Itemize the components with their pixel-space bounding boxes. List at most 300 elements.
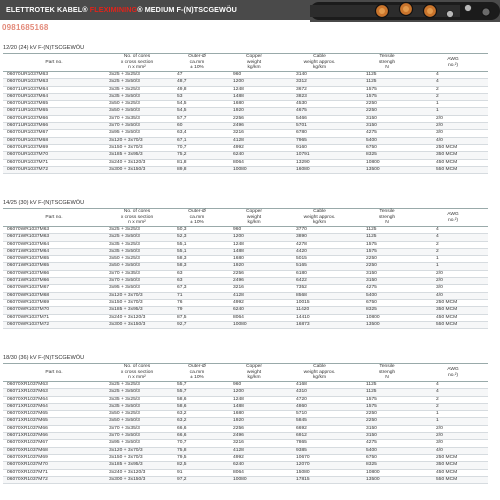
cell-part-no: 06071WR1037M66 (3, 278, 105, 285)
cell-part-no: 06070WR1037M67 (3, 285, 105, 292)
cell-cable-weight: 9385 (283, 447, 356, 454)
cell-cores-cross-section: 3x50 + 3x50/3 (105, 263, 169, 270)
table-row (3, 123, 488, 130)
cell-outer-diameter: 67,3 (169, 285, 225, 292)
cell-outer-diameter: 55,1 (169, 241, 225, 248)
cell-cable-weight: 10015 (283, 299, 356, 306)
cell-cores-cross-section: 3x185 + 3x95/3 (105, 152, 169, 159)
spec-table (3, 208, 488, 329)
cell-outer-diameter: 48,7 (169, 79, 225, 86)
cell-awg-no: 2 (418, 241, 488, 248)
cell-cable-weight: 6780 (283, 130, 356, 137)
table-row (3, 72, 488, 79)
cell-tensile-strength: 6750 (356, 144, 418, 151)
cell-outer-diameter: 63,4 (169, 130, 225, 137)
table-row (3, 241, 488, 248)
cell-tensile-strength: 1575 (356, 248, 418, 255)
cell-awg-no: 2 (418, 248, 488, 255)
cell-cores-cross-section: 3x240 + 3x120/3 (105, 159, 169, 166)
cell-cores-cross-section: 3x95 + 3x50/3 (105, 130, 169, 137)
cell-cores-cross-section: 3x185 + 3x95/3 (105, 307, 169, 314)
cell-cores-cross-section: 3x25 + 3x25/3 (105, 227, 169, 234)
table-row (3, 396, 488, 403)
cell-tensile-strength: 3150 (356, 425, 418, 432)
cell-cable-weight: 6912 (283, 433, 356, 440)
cell-copper-weight: 2256 (225, 425, 283, 432)
cell-part-no: 06070WR1037M68 (3, 292, 105, 299)
cell-tensile-strength: 1125 (356, 79, 418, 86)
table-row (3, 234, 488, 241)
header-cable-weight: Cable weight approx. kg/km (283, 364, 356, 382)
cell-cores-cross-section: 3x70 + 3x50/3 (105, 433, 169, 440)
table-row (3, 256, 488, 263)
cell-part-no: 06071WR1037M63 (3, 234, 105, 241)
cell-outer-diameter: 58,6 (169, 403, 225, 410)
cell-tensile-strength: 3150 (356, 270, 418, 277)
cell-cable-weight: 7352 (283, 285, 356, 292)
cell-tensile-strength: 1575 (356, 86, 418, 93)
cell-outer-diameter: 58,3 (169, 263, 225, 270)
cell-awg-no: 1 (418, 108, 488, 115)
cell-cable-weight: 5466 (283, 115, 356, 122)
cell-awg-no: 2 (418, 86, 488, 93)
cell-outer-diameter: 67,1 (169, 137, 225, 144)
cell-tensile-strength: 10800 (356, 159, 418, 166)
header-awg-no: AWG no.²) (418, 54, 488, 72)
cell-part-no: 06071XR1037M64 (3, 403, 105, 410)
cable-cross-section-image (310, 0, 500, 22)
cell-tensile-strength: 1575 (356, 93, 418, 100)
cell-cable-weight: 4278 (283, 241, 356, 248)
cell-part-no: 06070UR1037M65 (3, 101, 105, 108)
cell-outer-diameter: 52,3 (169, 234, 225, 241)
cell-copper-weight: 2496 (225, 123, 283, 130)
cell-cable-weight: 5710 (283, 411, 356, 418)
cell-part-no: 06070UR1037M72 (3, 166, 105, 173)
cell-awg-no: 2/0 (418, 425, 488, 432)
cell-part-no: 06070XR1037M68 (3, 447, 105, 454)
cell-part-no: 06071UR1037M65 (3, 108, 105, 115)
cell-cores-cross-section: 3x150 + 3x70/3 (105, 299, 169, 306)
cell-part-no: 06070WR1037M69 (3, 299, 105, 306)
product-title (6, 5, 237, 14)
cell-awg-no: 550 MCM (418, 321, 488, 328)
header-part-no: Part no. (3, 209, 105, 227)
cell-part-no: 06070XR1037M63 (3, 382, 105, 389)
cell-cable-weight: 8568 (283, 292, 356, 299)
cell-cable-weight: 6422 (283, 278, 356, 285)
header-cores-cross-section: No. of cores x cross section n x mm² (105, 54, 169, 72)
cell-cores-cross-section: 3x120 + 3x70/3 (105, 292, 169, 299)
table-row (3, 270, 488, 277)
cell-cores-cross-section: 3x25 + 3x50/3 (105, 389, 169, 396)
cell-cores-cross-section: 3x240 + 3x120/3 (105, 314, 169, 321)
cell-outer-diameter: 58,3 (169, 256, 225, 263)
cell-awg-no: 2/0 (418, 123, 488, 130)
table-header-row (3, 54, 488, 72)
cell-part-no: 06070XR1037M70 (3, 462, 105, 469)
table-row (3, 389, 488, 396)
cell-outer-diameter: 54,5 (169, 108, 225, 115)
cell-cable-weight: 17815 (283, 476, 356, 483)
cell-cores-cross-section: 3x120 + 3x70/3 (105, 447, 169, 454)
cell-cores-cross-section: 3x35 + 3x25/3 (105, 241, 169, 248)
cell-part-no: 06070WR1037M71 (3, 314, 105, 321)
cell-cable-weight: 5165 (283, 263, 356, 270)
cell-awg-no: 450 MCM (418, 159, 488, 166)
cell-awg-no: 2 (418, 93, 488, 100)
cell-copper-weight: 6240 (225, 307, 283, 314)
header-cores-cross-section: No. of cores x cross section n x mm² (105, 209, 169, 227)
cell-tensile-strength: 4275 (356, 285, 418, 292)
cell-awg-no: 350 MCM (418, 307, 488, 314)
cell-outer-diameter: 63 (169, 270, 225, 277)
table-row (3, 314, 488, 321)
cell-part-no: 06070WR1037M70 (3, 307, 105, 314)
cell-copper-weight: 2256 (225, 115, 283, 122)
cell-part-no: 06071UR1037M66 (3, 123, 105, 130)
cell-part-no: 06070UR1037M67 (3, 130, 105, 137)
cell-copper-weight: 1488 (225, 403, 283, 410)
cell-outer-diameter: 49,8 (169, 86, 225, 93)
cell-copper-weight: 10080 (225, 166, 283, 173)
cell-outer-diameter: 92,7 (169, 321, 225, 328)
cell-part-no: 06070XR1037M65 (3, 411, 105, 418)
cell-part-no: 06071WR1037M65 (3, 263, 105, 270)
cell-awg-no: 1 (418, 101, 488, 108)
table-row (3, 299, 488, 306)
cell-cable-weight: 12070 (283, 462, 356, 469)
cell-part-no: 06071XR1037M66 (3, 433, 105, 440)
cell-copper-weight: 1248 (225, 86, 283, 93)
table-row (3, 227, 488, 234)
cell-awg-no: 4/0 (418, 292, 488, 299)
table-row (3, 278, 488, 285)
cell-awg-no: 1 (418, 256, 488, 263)
cell-outer-diameter: 91 (169, 469, 225, 476)
cell-outer-diameter: 58,6 (169, 396, 225, 403)
cell-cable-weight: 7865 (283, 440, 356, 447)
cell-cores-cross-section: 3x150 + 3x70/3 (105, 144, 169, 151)
cell-part-no: 06070XR1037M66 (3, 425, 105, 432)
cell-awg-no: 2 (418, 403, 488, 410)
table-row (3, 248, 488, 255)
cell-tensile-strength: 1125 (356, 72, 418, 79)
table-row (3, 403, 488, 410)
section-title: 12/20 (24) kV F-(N)TSCGEWÖU (3, 45, 85, 51)
header-tensile-strength: Tensile strengh N (356, 54, 418, 72)
cell-part-no: 06070XR1037M64 (3, 396, 105, 403)
cell-cable-weight: 4530 (283, 101, 356, 108)
cell-part-no: 06070UR1037M69 (3, 144, 105, 151)
cell-copper-weight: 8064 (225, 469, 283, 476)
cell-cable-weight: 5701 (283, 123, 356, 130)
cell-copper-weight: 960 (225, 382, 283, 389)
product-name: FLEXIMINING (87, 5, 138, 14)
cell-cable-weight: 14410 (283, 314, 356, 321)
cell-part-no: 06070XR1037M67 (3, 440, 105, 447)
cell-copper-weight: 4128 (225, 137, 283, 144)
cell-cores-cross-section: 3x25 + 3x50/3 (105, 79, 169, 86)
cell-cable-weight: 3890 (283, 234, 356, 241)
cell-copper-weight: 8064 (225, 314, 283, 321)
header-tensile-strength: Tensile strengh N (356, 364, 418, 382)
cell-tensile-strength: 1575 (356, 403, 418, 410)
cell-tensile-strength: 13500 (356, 166, 418, 173)
table-row (3, 321, 488, 328)
cell-cable-weight: 4168 (283, 382, 356, 389)
cell-outer-diameter: 66,6 (169, 433, 225, 440)
cell-copper-weight: 3216 (225, 285, 283, 292)
cell-copper-weight: 1680 (225, 101, 283, 108)
table-row (3, 476, 488, 483)
cell-tensile-strength: 6750 (356, 299, 418, 306)
header-copper-weight: Copper weight kg/km (225, 364, 283, 382)
cell-tensile-strength: 1125 (356, 389, 418, 396)
product-type: ® MEDIUM F-(N)TSCGEWÖU (137, 5, 237, 14)
cell-awg-no: 350 MCM (418, 462, 488, 469)
cell-copper-weight: 1920 (225, 263, 283, 270)
cell-cores-cross-section: 3x35 + 3x50/3 (105, 403, 169, 410)
cell-copper-weight: 4992 (225, 144, 283, 151)
header-cable-weight: Cable weight approx. kg/km (283, 209, 356, 227)
cell-awg-no: 550 MCM (418, 476, 488, 483)
cell-outer-diameter: 55,7 (169, 382, 225, 389)
cell-awg-no: 550 MCM (418, 166, 488, 173)
cell-awg-no: 450 MCM (418, 314, 488, 321)
cell-part-no: 06070UR1037M71 (3, 159, 105, 166)
spec-table (3, 363, 488, 484)
cell-part-no: 06070UR1037M63 (3, 72, 105, 79)
cell-copper-weight: 1200 (225, 234, 283, 241)
cell-cable-weight: 5015 (283, 256, 356, 263)
cell-tensile-strength: 1575 (356, 241, 418, 248)
cell-awg-no: 4 (418, 227, 488, 234)
cell-cores-cross-section: 3x70 + 3x35/3 (105, 270, 169, 277)
table-row (3, 454, 488, 461)
cell-copper-weight: 1200 (225, 389, 283, 396)
cell-outer-diameter: 55,7 (169, 389, 225, 396)
cell-part-no: 06071XR1037M63 (3, 389, 105, 396)
cell-copper-weight: 1248 (225, 396, 283, 403)
cell-part-no: 06070UR1037M63 (3, 79, 105, 86)
cell-copper-weight: 6240 (225, 462, 283, 469)
cell-copper-weight: 3216 (225, 440, 283, 447)
cell-awg-no: 1 (418, 263, 488, 270)
cell-awg-no: 2/0 (418, 115, 488, 122)
table-row (3, 144, 488, 151)
cell-outer-diameter: 76 (169, 299, 225, 306)
cell-outer-diameter: 55,1 (169, 248, 225, 255)
cell-cores-cross-section: 3x25 + 3x25/3 (105, 382, 169, 389)
cell-outer-diameter: 70,7 (169, 440, 225, 447)
cell-cores-cross-section: 3x70 + 3x50/3 (105, 123, 169, 130)
header-outer-diameter: Outer-Ø ca.mm ± 10% (169, 54, 225, 72)
cell-cable-weight: 3770 (283, 227, 356, 234)
cell-cores-cross-section: 3x50 + 3x25/3 (105, 101, 169, 108)
cell-part-no: 06070UR1037M68 (3, 137, 105, 144)
table-row (3, 79, 488, 86)
cell-outer-diameter: 79 (169, 307, 225, 314)
cell-outer-diameter: 54,5 (169, 101, 225, 108)
table-row (3, 418, 488, 425)
cell-tensile-strength: 2250 (356, 263, 418, 270)
table-row (3, 440, 488, 447)
cell-outer-diameter: 63,2 (169, 418, 225, 425)
cell-awg-no: 2/0 (418, 270, 488, 277)
table-row (3, 469, 488, 476)
table-row (3, 425, 488, 432)
cell-cores-cross-section: 3x240 + 3x120/3 (105, 469, 169, 476)
header-copper-weight: Copper weight kg/km (225, 54, 283, 72)
cell-part-no: 06070UR1037M64 (3, 93, 105, 100)
cell-copper-weight: 4128 (225, 447, 283, 454)
cell-tensile-strength: 1125 (356, 227, 418, 234)
cell-part-no: 06070WR1037M66 (3, 270, 105, 277)
cell-copper-weight: 2496 (225, 278, 283, 285)
cell-cores-cross-section: 3x185 + 3x95/3 (105, 462, 169, 469)
cell-part-no: 06070XR1037M72 (3, 476, 105, 483)
cell-cable-weight: 13290 (283, 159, 356, 166)
cell-outer-diameter: 47 (169, 72, 225, 79)
cell-tensile-strength: 5400 (356, 447, 418, 454)
cell-tensile-strength: 2250 (356, 256, 418, 263)
table-row (3, 108, 488, 115)
phone-number: 0981685168 (2, 23, 49, 32)
table-row (3, 447, 488, 454)
header-part-no: Part no. (3, 54, 105, 72)
brand-name: ELETTROTEK KABEL (6, 5, 83, 14)
cell-cable-weight: 3140 (283, 72, 356, 79)
table-row (3, 130, 488, 137)
cell-outer-diameter: 79,5 (169, 454, 225, 461)
header-cable-weight: Cable weight approx. kg/km (283, 54, 356, 72)
cell-copper-weight: 4128 (225, 292, 283, 299)
cell-cores-cross-section: 3x35 + 3x25/3 (105, 86, 169, 93)
cell-outer-diameter: 70,7 (169, 144, 225, 151)
cell-copper-weight: 1680 (225, 256, 283, 263)
cell-tensile-strength: 2250 (356, 411, 418, 418)
cell-part-no: 06070XR1037M71 (3, 469, 105, 476)
cell-cores-cross-section: 3x70 + 3x35/3 (105, 425, 169, 432)
table-row (3, 115, 488, 122)
cell-part-no: 06070WR1037M63 (3, 227, 105, 234)
cell-copper-weight: 1920 (225, 418, 283, 425)
cell-copper-weight: 960 (225, 227, 283, 234)
cell-awg-no: 350 MCM (418, 152, 488, 159)
header-outer-diameter: Outer-Ø ca.mm ± 10% (169, 209, 225, 227)
cell-part-no: 06070WR1037M65 (3, 256, 105, 263)
spec-table (3, 53, 488, 174)
cell-awg-no: 450 MCM (418, 469, 488, 476)
cell-tensile-strength: 3150 (356, 433, 418, 440)
cell-tensile-strength: 1125 (356, 234, 418, 241)
cell-tensile-strength: 8325 (356, 152, 418, 159)
cell-outer-diameter: 63,2 (169, 411, 225, 418)
table-row (3, 433, 488, 440)
cell-cores-cross-section: 3x150 + 3x70/3 (105, 454, 169, 461)
cell-part-no: 06070XR1037M69 (3, 454, 105, 461)
cell-cores-cross-section: 3x25 + 3x50/3 (105, 234, 169, 241)
cell-tensile-strength: 4275 (356, 440, 418, 447)
cell-copper-weight: 2496 (225, 433, 283, 440)
cell-cores-cross-section: 3x95 + 3x50/3 (105, 285, 169, 292)
cell-cable-weight: 10791 (283, 152, 356, 159)
cell-cores-cross-section: 3x300 + 3x150/3 (105, 166, 169, 173)
cell-awg-no: 4 (418, 79, 488, 86)
cell-cable-weight: 16080 (283, 166, 356, 173)
cell-cores-cross-section: 3x300 + 3x150/3 (105, 321, 169, 328)
cell-copper-weight: 1248 (225, 241, 283, 248)
cell-outer-diameter: 81,8 (169, 159, 225, 166)
cell-tensile-strength: 3150 (356, 115, 418, 122)
cell-tensile-strength: 10800 (356, 314, 418, 321)
table-row (3, 307, 488, 314)
cell-cable-weight: 9160 (283, 144, 356, 151)
cell-tensile-strength: 2250 (356, 101, 418, 108)
table-row (3, 285, 488, 292)
cell-outer-diameter: 66,6 (169, 425, 225, 432)
cell-cores-cross-section: 3x50 + 3x50/3 (105, 108, 169, 115)
cell-awg-no: 3/0 (418, 440, 488, 447)
cell-cores-cross-section: 3x50 + 3x25/3 (105, 411, 169, 418)
cell-cable-weight: 11420 (283, 307, 356, 314)
cell-part-no: 06070WR1037M64 (3, 241, 105, 248)
cell-awg-no: 2/0 (418, 278, 488, 285)
cell-copper-weight: 4992 (225, 454, 283, 461)
section-title: 14/25 (30) kV F-(N)TSCGEWÖU (3, 200, 85, 206)
cell-cores-cross-section: 3x120 + 3x70/3 (105, 137, 169, 144)
cell-part-no: 06071UR1037M64 (3, 86, 105, 93)
cell-cores-cross-section: 3x50 + 3x50/3 (105, 418, 169, 425)
cell-tensile-strength: 10800 (356, 469, 418, 476)
table-row (3, 382, 488, 389)
cell-part-no: 06070WR1037M72 (3, 321, 105, 328)
registered-mark: ® (82, 5, 88, 14)
table-row (3, 137, 488, 144)
cell-awg-no: 2 (418, 396, 488, 403)
cell-awg-no: 1 (418, 411, 488, 418)
cell-awg-no: 3/0 (418, 285, 488, 292)
cell-tensile-strength: 4275 (356, 130, 418, 137)
cell-copper-weight: 10080 (225, 321, 283, 328)
header-part-no: Part no. (3, 364, 105, 382)
cell-cable-weight: 3312 (283, 79, 356, 86)
cell-tensile-strength: 5400 (356, 137, 418, 144)
cell-copper-weight: 3216 (225, 130, 283, 137)
cell-tensile-strength: 5400 (356, 292, 418, 299)
cell-outer-diameter: 53 (169, 93, 225, 100)
cell-awg-no: 4 (418, 389, 488, 396)
cell-cores-cross-section: 3x95 + 3x50/3 (105, 440, 169, 447)
cell-outer-diameter: 50,3 (169, 227, 225, 234)
cell-cable-weight: 4860 (283, 403, 356, 410)
table-row (3, 411, 488, 418)
header-outer-diameter: Outer-Ø ca.mm ± 10% (169, 364, 225, 382)
table-row (3, 166, 488, 173)
table-row (3, 263, 488, 270)
cell-cable-weight: 4720 (283, 396, 356, 403)
cell-awg-no: 3/0 (418, 130, 488, 137)
cell-copper-weight: 2256 (225, 270, 283, 277)
cell-copper-weight: 4992 (225, 299, 283, 306)
cell-copper-weight: 1488 (225, 248, 283, 255)
cell-awg-no: 4 (418, 234, 488, 241)
cell-outer-diameter: 57,7 (169, 115, 225, 122)
cell-awg-no: 2/0 (418, 433, 488, 440)
table-row (3, 101, 488, 108)
cell-outer-diameter: 97,2 (169, 476, 225, 483)
